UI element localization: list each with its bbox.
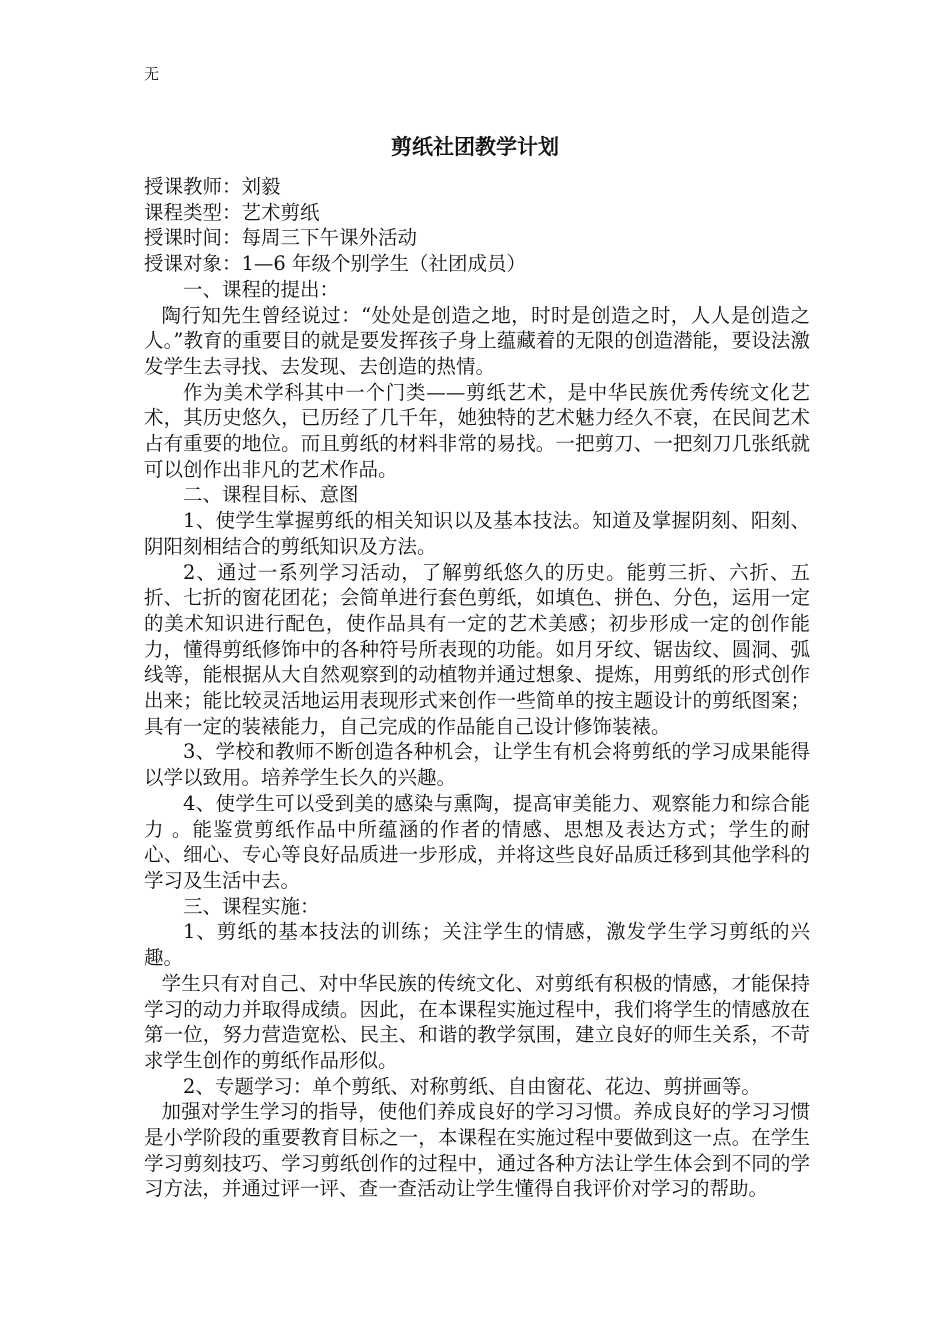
info-time: 授课时间：每周三下午课外活动 — [144, 226, 418, 250]
page-title: 剪纸社团教学计划 — [391, 134, 559, 159]
list-item: 1、剪纸的基本技法的训练；关注学生的情感，激发学生学习剪纸的兴趣。 — [144, 920, 810, 970]
document-body — [144, 174, 810, 1202]
paragraph: 学生只有对自己、对中华民族的传统文化、对剪纸有积极的情感，才能保持学习的动力并取得成绩。因此，在本课程实施过程中，我们将学生的情感放在第一位，努力营造宽松、民主、和谐的教学氛围，建立良好的师生关系，不苛求学生创作的剪纸作品形似。 — [144, 971, 810, 1072]
list-item: 4、使学生可以受到美的感染与熏陶，提高审美能力、观察能力和综合能力 。能鉴赏剪纸作品中所蕴涵的作者的情感、思想及表达方式；学生的耐心、细心、专心等良好品质进一步形成，并将这些良好品质迁移到其他学科的学习及生活中去。 — [144, 791, 810, 892]
paragraph: 加强对学生学习的指导，使他们养成良好的学习习惯。养成良好的学习习惯是小学阶段的重要教育目标之一，本课程在实施过程中要做到这一点。在学生学习剪刻技巧、学习剪纸创作的过程中，通过各种方法让学生体会到不同的学习方法，并通过评一评、查一查活动让学生懂得自我评价对学习的帮助。 — [144, 1100, 810, 1201]
list-item: 1、使学生掌握剪纸的相关知识以及基本技法。知道及掌握阴刻、阳刻、阴阳刻相结合的剪纸知识及方法。 — [144, 509, 810, 558]
section-heading: 一、课程的提出： — [183, 277, 340, 301]
paragraph: 陶行知先生曾经说过：“处处是创造之地，时时是创造之时，人人是创造之人。”教育的重要目的就是要发挥孩子身上蕴藏着的无限的创造潜能，要设法激发学生去寻找、去发现、去创造的热情。 — [144, 303, 810, 378]
list-item: 2、通过一系列学习活动，了解剪纸悠久的历史。能剪三折、六折、五折、七折的窗花团花；会简单进行套色剪纸，如填色、拼色、分色，运用一定的美术知识进行配色，使作品具有一定的艺术美感；初步形成一定的创作能力，懂得剪纸修饰中的各种符号所表现的功能。如月牙纹、锯齿纹、圆洞、弧线等，能根据从大自然观察到的动植物并通过想象、提炼，用剪纸的形式创作出来；能比较灵活地运用表现形式来创作一些简单的按主题设计的剪纸图案；具有一定的装裱能力，自己完成的作品能自己设计修饰装裱。 — [144, 560, 810, 738]
section-heading: 三、课程实施： — [183, 894, 320, 918]
info-course-type: 课程类型：艺术剪纸 — [144, 200, 320, 224]
paragraph: 作为美术学科其中一个门类——剪纸艺术，是中华民族优秀传统文化艺术，其历史悠久，已历经了几千年，她独特的艺术魅力经久不衰，在民间艺术占有重要的地位。而且剪纸的材料非常的易找。一把剪刀、一把刻刀几张纸就可以创作出非凡的艺术作品。 — [144, 380, 810, 481]
list-item: 3、学校和教师不断创造各种机会，让学生有机会将剪纸的学习成果能得以学以致用。培养学生长久的兴趣。 — [144, 740, 810, 790]
header-mark: 无 — [144, 65, 160, 83]
info-teacher: 授课教师：刘毅 — [144, 175, 281, 198]
info-target: 授课对象：1—6 年级个别学生（社团成员） — [144, 252, 527, 276]
section-heading: 二、课程目标、意图 — [183, 483, 359, 507]
list-item: 2、专题学习：单个剪纸、对称剪纸、自由窗花、花边、剪拼画等。 — [183, 1074, 761, 1098]
